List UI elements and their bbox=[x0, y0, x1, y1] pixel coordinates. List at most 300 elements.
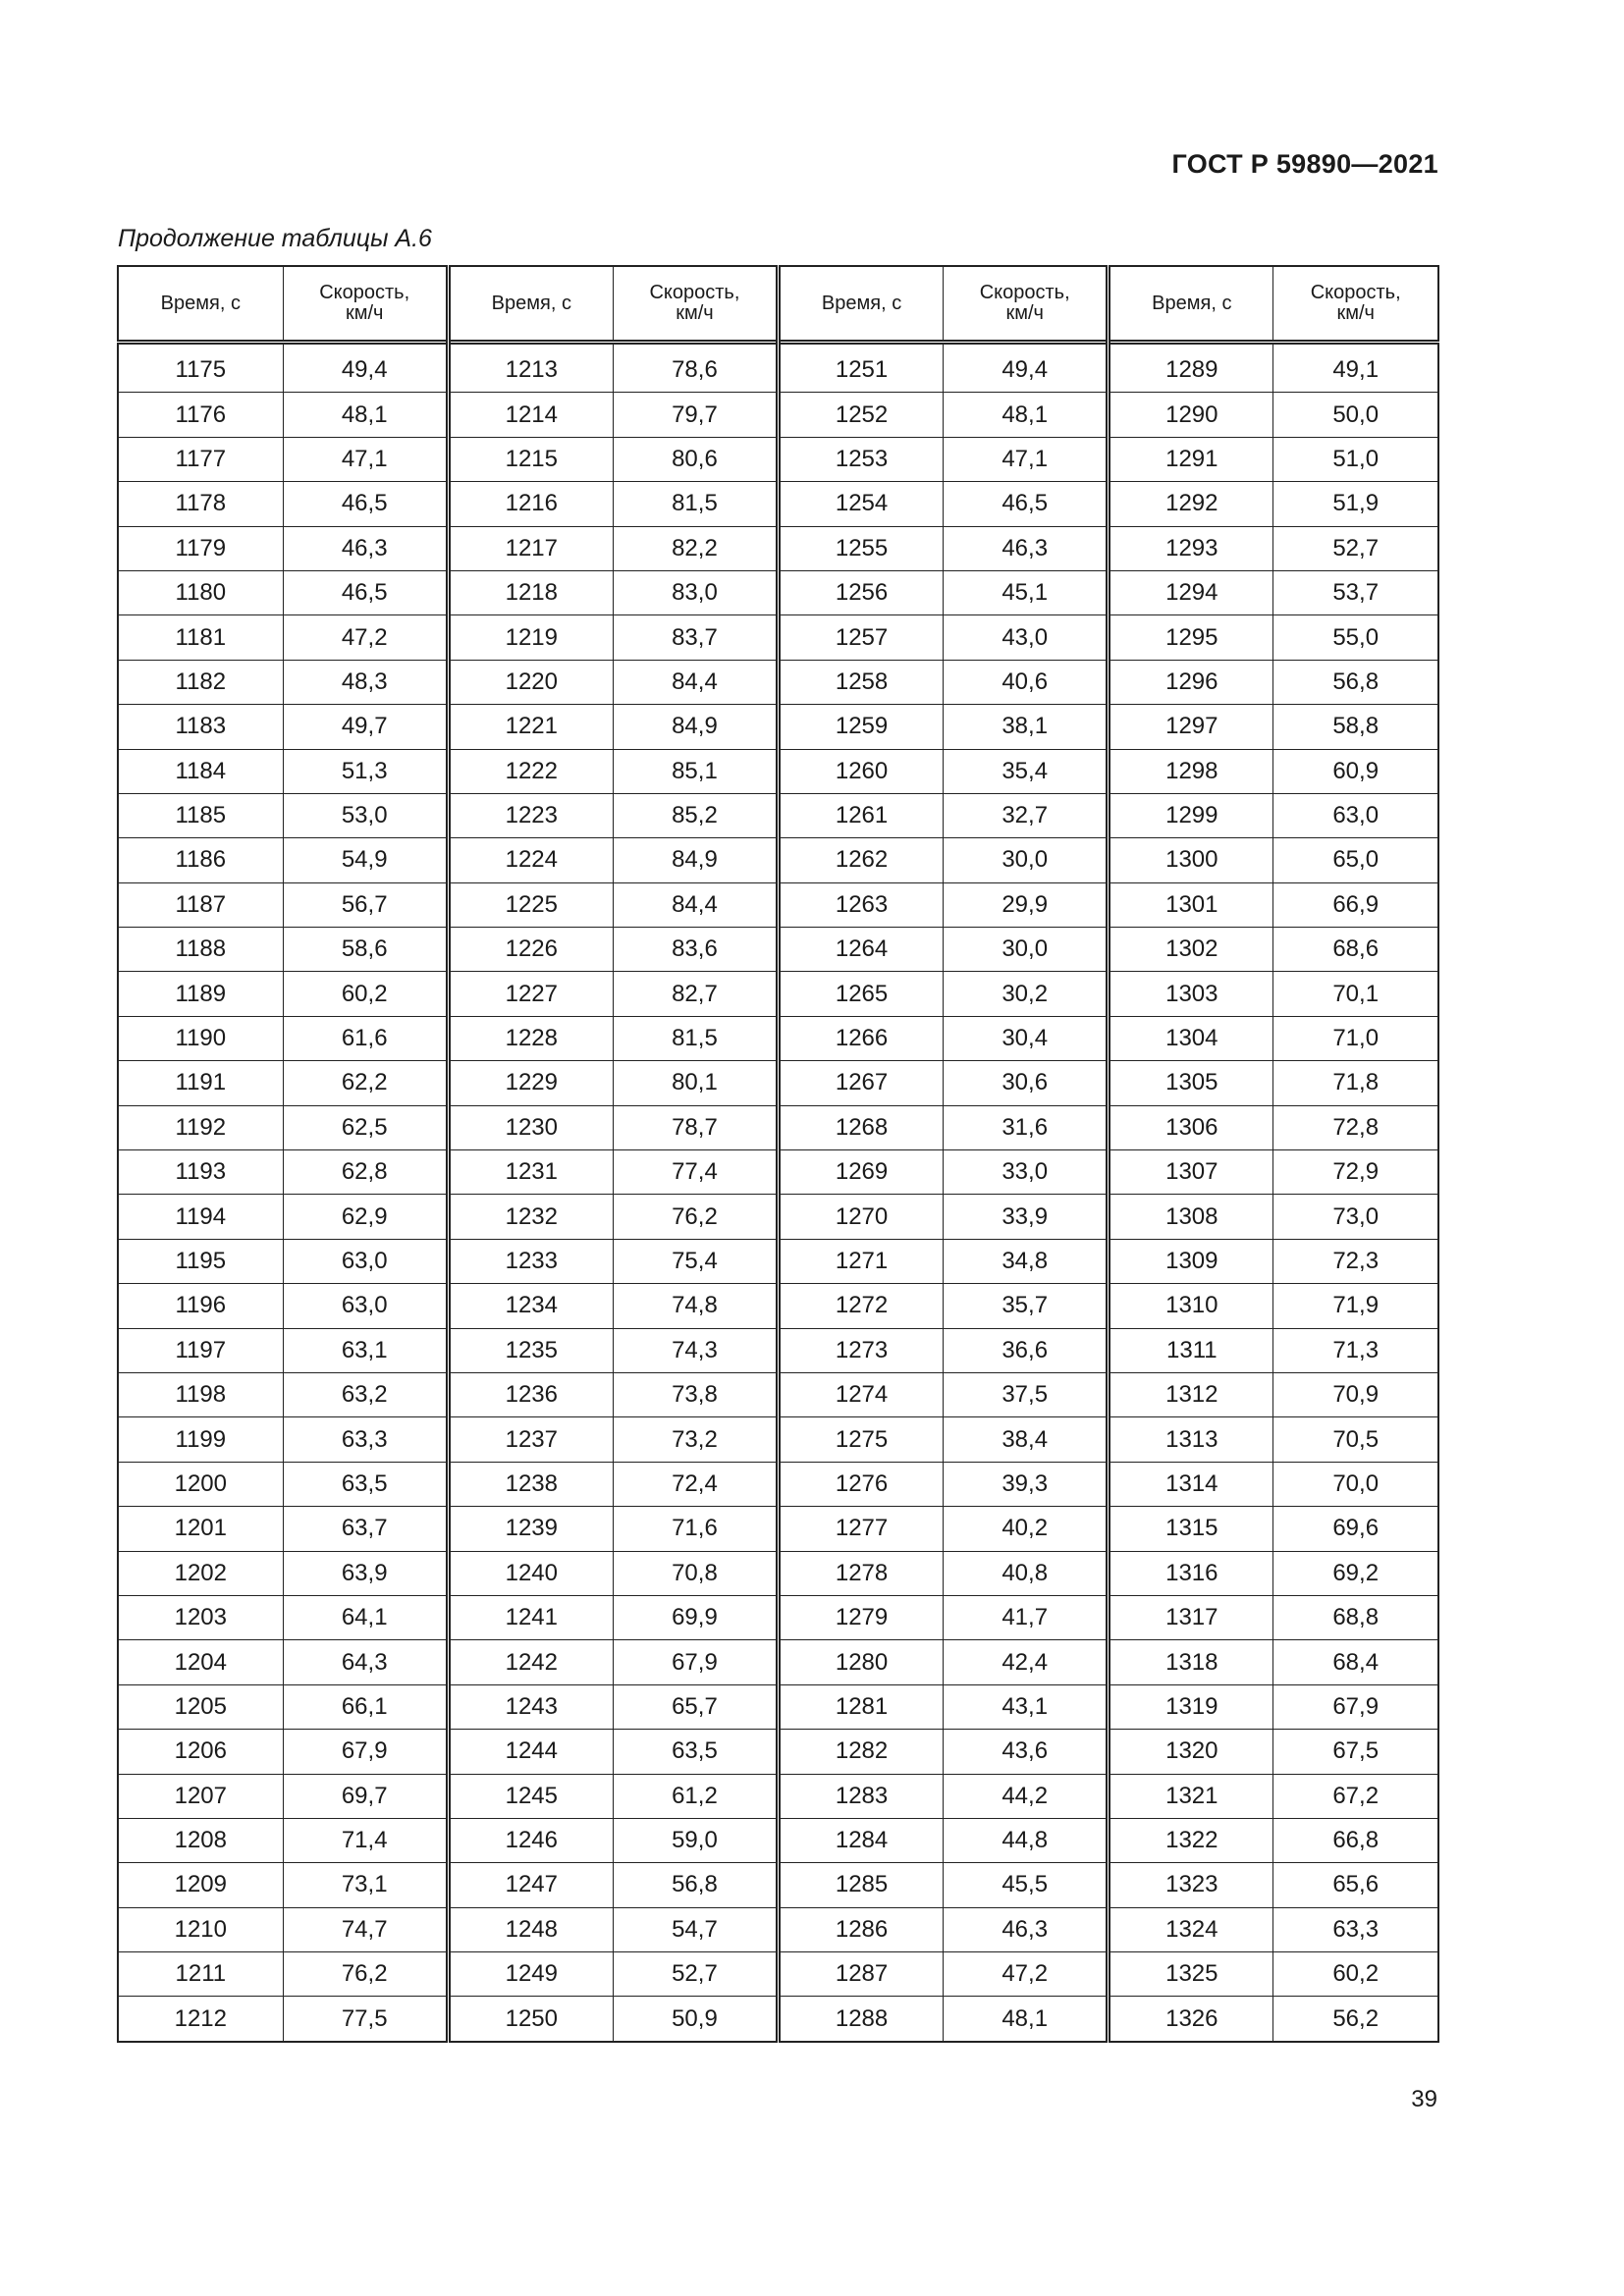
time-cell: 1216 bbox=[448, 482, 613, 526]
speed-cell: 72,4 bbox=[613, 1462, 778, 1506]
column-header-text: Скорость, км/ч bbox=[979, 282, 1070, 324]
speed-cell: 39,3 bbox=[944, 1462, 1109, 1506]
time-cell: 1237 bbox=[448, 1417, 613, 1462]
speed-cell: 75,4 bbox=[613, 1239, 778, 1283]
time-cell: 1257 bbox=[779, 615, 944, 660]
time-cell: 1325 bbox=[1109, 1952, 1273, 1997]
speed-cell: 47,2 bbox=[944, 1952, 1109, 1997]
speed-cell: 55,0 bbox=[1273, 615, 1438, 660]
time-cell: 1206 bbox=[118, 1730, 283, 1774]
speed-cell: 52,7 bbox=[1273, 526, 1438, 570]
table-row bbox=[118, 1551, 1438, 1595]
time-cell: 1203 bbox=[118, 1595, 283, 1639]
time-cell: 1223 bbox=[448, 793, 613, 837]
time-cell: 1228 bbox=[448, 1016, 613, 1060]
table-row bbox=[118, 437, 1438, 481]
time-cell: 1187 bbox=[118, 882, 283, 927]
speed-cell: 42,4 bbox=[944, 1640, 1109, 1684]
time-cell: 1268 bbox=[779, 1105, 944, 1149]
table-row bbox=[118, 705, 1438, 749]
time-cell: 1242 bbox=[448, 1640, 613, 1684]
speed-cell: 43,6 bbox=[944, 1730, 1109, 1774]
speed-cell: 63,5 bbox=[283, 1462, 448, 1506]
time-cell: 1188 bbox=[118, 928, 283, 972]
speed-cell: 68,4 bbox=[1273, 1640, 1438, 1684]
speed-cell: 62,8 bbox=[283, 1150, 448, 1195]
speed-cell: 46,5 bbox=[283, 482, 448, 526]
speed-cell: 73,1 bbox=[283, 1863, 448, 1907]
time-cell: 1287 bbox=[779, 1952, 944, 1997]
speed-cell: 77,5 bbox=[283, 1997, 448, 2042]
time-cell: 1309 bbox=[1109, 1239, 1273, 1283]
speed-cell: 63,9 bbox=[283, 1551, 448, 1595]
speed-cell: 72,9 bbox=[1273, 1150, 1438, 1195]
speed-cell: 45,1 bbox=[944, 570, 1109, 614]
time-cell: 1296 bbox=[1109, 660, 1273, 704]
table-row bbox=[118, 1640, 1438, 1684]
time-cell: 1279 bbox=[779, 1595, 944, 1639]
time-cell: 1177 bbox=[118, 437, 283, 481]
speed-cell: 63,3 bbox=[283, 1417, 448, 1462]
speed-cell: 67,9 bbox=[1273, 1684, 1438, 1729]
time-cell: 1184 bbox=[118, 749, 283, 793]
time-cell: 1226 bbox=[448, 928, 613, 972]
speed-cell: 49,7 bbox=[283, 705, 448, 749]
time-cell: 1289 bbox=[1109, 343, 1273, 393]
time-cell: 1181 bbox=[118, 615, 283, 660]
table-row bbox=[118, 660, 1438, 704]
time-cell: 1316 bbox=[1109, 1551, 1273, 1595]
speed-cell: 73,2 bbox=[613, 1417, 778, 1462]
speed-cell: 69,7 bbox=[283, 1774, 448, 1818]
time-cell: 1230 bbox=[448, 1105, 613, 1149]
speed-cell: 46,3 bbox=[944, 1907, 1109, 1951]
column-header-time: Время, с bbox=[779, 266, 944, 343]
time-cell: 1252 bbox=[779, 393, 944, 437]
table-row bbox=[118, 482, 1438, 526]
speed-cell: 53,0 bbox=[283, 793, 448, 837]
speed-cell: 63,0 bbox=[283, 1284, 448, 1328]
time-cell: 1244 bbox=[448, 1730, 613, 1774]
speed-cell: 58,8 bbox=[1273, 705, 1438, 749]
speed-cell: 46,5 bbox=[944, 482, 1109, 526]
speed-cell: 61,2 bbox=[613, 1774, 778, 1818]
speed-cell: 66,8 bbox=[1273, 1818, 1438, 1862]
speed-cell: 78,7 bbox=[613, 1105, 778, 1149]
speed-cell: 35,7 bbox=[944, 1284, 1109, 1328]
time-cell: 1271 bbox=[779, 1239, 944, 1283]
speed-cell: 62,5 bbox=[283, 1105, 448, 1149]
speed-cell: 63,0 bbox=[283, 1239, 448, 1283]
speed-cell: 67,5 bbox=[1273, 1730, 1438, 1774]
time-cell: 1231 bbox=[448, 1150, 613, 1195]
time-cell: 1240 bbox=[448, 1551, 613, 1595]
page-number: 39 bbox=[1411, 2086, 1437, 2112]
speed-cell: 64,3 bbox=[283, 1640, 448, 1684]
time-cell: 1251 bbox=[779, 343, 944, 393]
time-cell: 1292 bbox=[1109, 482, 1273, 526]
speed-cell: 54,9 bbox=[283, 838, 448, 882]
time-cell: 1306 bbox=[1109, 1105, 1273, 1149]
speed-cell: 49,1 bbox=[1273, 343, 1438, 393]
speed-cell: 56,7 bbox=[283, 882, 448, 927]
speed-cell: 71,8 bbox=[1273, 1061, 1438, 1105]
time-cell: 1233 bbox=[448, 1239, 613, 1283]
table-row bbox=[118, 343, 1438, 393]
speed-cell: 71,3 bbox=[1273, 1328, 1438, 1372]
table-row bbox=[118, 1417, 1438, 1462]
time-cell: 1241 bbox=[448, 1595, 613, 1639]
speed-cell: 70,0 bbox=[1273, 1462, 1438, 1506]
time-cell: 1234 bbox=[448, 1284, 613, 1328]
speed-cell: 69,2 bbox=[1273, 1551, 1438, 1595]
time-cell: 1323 bbox=[1109, 1863, 1273, 1907]
table-row bbox=[118, 615, 1438, 660]
time-cell: 1179 bbox=[118, 526, 283, 570]
time-cell: 1199 bbox=[118, 1417, 283, 1462]
table-row bbox=[118, 1952, 1438, 1997]
column-header-speed bbox=[283, 266, 448, 343]
speed-cell: 44,2 bbox=[944, 1774, 1109, 1818]
time-cell: 1250 bbox=[448, 1997, 613, 2042]
time-cell: 1303 bbox=[1109, 972, 1273, 1016]
time-cell: 1211 bbox=[118, 1952, 283, 1997]
time-cell: 1255 bbox=[779, 526, 944, 570]
time-cell: 1293 bbox=[1109, 526, 1273, 570]
column-header-text: Скорость, км/ч bbox=[649, 282, 740, 324]
time-cell: 1214 bbox=[448, 393, 613, 437]
speed-cell: 43,1 bbox=[944, 1684, 1109, 1729]
speed-cell: 60,2 bbox=[283, 972, 448, 1016]
time-cell: 1272 bbox=[779, 1284, 944, 1328]
speed-cell: 49,4 bbox=[283, 343, 448, 393]
table-row bbox=[118, 1684, 1438, 1729]
time-cell: 1176 bbox=[118, 393, 283, 437]
speed-cell: 51,0 bbox=[1273, 437, 1438, 481]
speed-cell: 33,9 bbox=[944, 1195, 1109, 1239]
time-cell: 1190 bbox=[118, 1016, 283, 1060]
column-header-speed bbox=[944, 266, 1109, 343]
speed-cell: 36,6 bbox=[944, 1328, 1109, 1372]
table-row bbox=[118, 526, 1438, 570]
speed-cell: 30,0 bbox=[944, 838, 1109, 882]
speed-cell: 46,5 bbox=[283, 570, 448, 614]
speed-cell: 48,1 bbox=[944, 393, 1109, 437]
time-cell: 1205 bbox=[118, 1684, 283, 1729]
time-cell: 1189 bbox=[118, 972, 283, 1016]
speed-cell: 71,4 bbox=[283, 1818, 448, 1862]
time-cell: 1239 bbox=[448, 1507, 613, 1551]
speed-cell: 84,4 bbox=[613, 660, 778, 704]
speed-cell: 50,9 bbox=[613, 1997, 778, 2042]
time-cell: 1238 bbox=[448, 1462, 613, 1506]
time-cell: 1194 bbox=[118, 1195, 283, 1239]
time-cell: 1326 bbox=[1109, 1997, 1273, 2042]
table-row bbox=[118, 838, 1438, 882]
speed-cell: 73,8 bbox=[613, 1372, 778, 1416]
time-cell: 1246 bbox=[448, 1818, 613, 1862]
speed-cell: 70,8 bbox=[613, 1551, 778, 1595]
speed-cell: 47,1 bbox=[944, 437, 1109, 481]
time-cell: 1259 bbox=[779, 705, 944, 749]
speed-cell: 38,4 bbox=[944, 1417, 1109, 1462]
column-header-time: Время, с bbox=[448, 266, 613, 343]
document-header: ГОСТ Р 59890—2021 bbox=[1171, 149, 1438, 179]
speed-cell: 71,9 bbox=[1273, 1284, 1438, 1328]
speed-cell: 51,3 bbox=[283, 749, 448, 793]
speed-cell: 31,6 bbox=[944, 1105, 1109, 1149]
time-cell: 1219 bbox=[448, 615, 613, 660]
speed-cell: 43,0 bbox=[944, 615, 1109, 660]
speed-cell: 76,2 bbox=[283, 1952, 448, 1997]
time-cell: 1254 bbox=[779, 482, 944, 526]
column-header-time: Время, с bbox=[1109, 266, 1273, 343]
speed-cell: 59,0 bbox=[613, 1818, 778, 1862]
speed-cell: 47,1 bbox=[283, 437, 448, 481]
time-cell: 1274 bbox=[779, 1372, 944, 1416]
speed-cell: 69,9 bbox=[613, 1595, 778, 1639]
time-cell: 1297 bbox=[1109, 705, 1273, 749]
speed-cell: 67,9 bbox=[283, 1730, 448, 1774]
speed-cell: 85,1 bbox=[613, 749, 778, 793]
speed-cell: 32,7 bbox=[944, 793, 1109, 837]
time-cell: 1253 bbox=[779, 437, 944, 481]
table-header-row bbox=[118, 266, 1438, 343]
time-cell: 1192 bbox=[118, 1105, 283, 1149]
time-cell: 1267 bbox=[779, 1061, 944, 1105]
table-row bbox=[118, 749, 1438, 793]
speed-cell: 58,6 bbox=[283, 928, 448, 972]
time-cell: 1320 bbox=[1109, 1730, 1273, 1774]
time-cell: 1273 bbox=[779, 1328, 944, 1372]
speed-cell: 48,1 bbox=[944, 1997, 1109, 2042]
speed-cell: 44,8 bbox=[944, 1818, 1109, 1862]
speed-cell: 65,0 bbox=[1273, 838, 1438, 882]
table-row bbox=[118, 1061, 1438, 1105]
time-cell: 1290 bbox=[1109, 393, 1273, 437]
time-cell: 1261 bbox=[779, 793, 944, 837]
time-cell: 1280 bbox=[779, 1640, 944, 1684]
time-cell: 1284 bbox=[779, 1818, 944, 1862]
speed-cell: 67,2 bbox=[1273, 1774, 1438, 1818]
speed-cell: 52,7 bbox=[613, 1952, 778, 1997]
time-cell: 1182 bbox=[118, 660, 283, 704]
time-cell: 1282 bbox=[779, 1730, 944, 1774]
speed-cell: 72,3 bbox=[1273, 1239, 1438, 1283]
time-cell: 1262 bbox=[779, 838, 944, 882]
time-cell: 1304 bbox=[1109, 1016, 1273, 1060]
speed-cell: 82,7 bbox=[613, 972, 778, 1016]
time-cell: 1305 bbox=[1109, 1061, 1273, 1105]
speed-cell: 48,3 bbox=[283, 660, 448, 704]
speed-cell: 51,9 bbox=[1273, 482, 1438, 526]
time-cell: 1317 bbox=[1109, 1595, 1273, 1639]
speed-cell: 67,9 bbox=[613, 1640, 778, 1684]
speed-cell: 34,8 bbox=[944, 1239, 1109, 1283]
time-cell: 1313 bbox=[1109, 1417, 1273, 1462]
table-caption: Продолжение таблицы А.6 bbox=[118, 225, 432, 252]
speed-cell: 74,3 bbox=[613, 1328, 778, 1372]
column-header-speed bbox=[1273, 266, 1438, 343]
speed-cell: 30,2 bbox=[944, 972, 1109, 1016]
speed-cell: 69,6 bbox=[1273, 1507, 1438, 1551]
time-cell: 1301 bbox=[1109, 882, 1273, 927]
speed-cell: 84,9 bbox=[613, 705, 778, 749]
time-cell: 1204 bbox=[118, 1640, 283, 1684]
time-cell: 1175 bbox=[118, 343, 283, 393]
column-header-text: Скорость, км/ч bbox=[319, 282, 410, 324]
speed-cell: 37,5 bbox=[944, 1372, 1109, 1416]
speed-cell: 66,9 bbox=[1273, 882, 1438, 927]
time-cell: 1307 bbox=[1109, 1150, 1273, 1195]
time-cell: 1180 bbox=[118, 570, 283, 614]
time-cell: 1288 bbox=[779, 1997, 944, 2042]
speed-cell: 56,8 bbox=[1273, 660, 1438, 704]
time-cell: 1178 bbox=[118, 482, 283, 526]
time-cell: 1286 bbox=[779, 1907, 944, 1951]
time-cell: 1218 bbox=[448, 570, 613, 614]
table-row bbox=[118, 793, 1438, 837]
speed-cell: 40,2 bbox=[944, 1507, 1109, 1551]
speed-cell: 79,7 bbox=[613, 393, 778, 437]
speed-table bbox=[117, 265, 1439, 2043]
time-cell: 1260 bbox=[779, 749, 944, 793]
speed-cell: 83,7 bbox=[613, 615, 778, 660]
table-body bbox=[118, 343, 1438, 2042]
speed-cell: 60,9 bbox=[1273, 749, 1438, 793]
speed-cell: 63,2 bbox=[283, 1372, 448, 1416]
time-cell: 1310 bbox=[1109, 1284, 1273, 1328]
time-cell: 1276 bbox=[779, 1462, 944, 1506]
speed-cell: 46,3 bbox=[283, 526, 448, 570]
table-row bbox=[118, 1016, 1438, 1060]
speed-cell: 83,6 bbox=[613, 928, 778, 972]
speed-cell: 62,2 bbox=[283, 1061, 448, 1105]
time-cell: 1217 bbox=[448, 526, 613, 570]
table-row bbox=[118, 1105, 1438, 1149]
time-cell: 1209 bbox=[118, 1863, 283, 1907]
speed-cell: 47,2 bbox=[283, 615, 448, 660]
speed-cell: 80,6 bbox=[613, 437, 778, 481]
speed-cell: 35,4 bbox=[944, 749, 1109, 793]
time-cell: 1269 bbox=[779, 1150, 944, 1195]
table-row bbox=[118, 1507, 1438, 1551]
time-cell: 1198 bbox=[118, 1372, 283, 1416]
speed-cell: 68,8 bbox=[1273, 1595, 1438, 1639]
time-cell: 1212 bbox=[118, 1997, 283, 2042]
time-cell: 1291 bbox=[1109, 437, 1273, 481]
column-header-speed bbox=[613, 266, 778, 343]
speed-cell: 62,9 bbox=[283, 1195, 448, 1239]
time-cell: 1319 bbox=[1109, 1684, 1273, 1729]
time-cell: 1312 bbox=[1109, 1372, 1273, 1416]
speed-cell: 53,7 bbox=[1273, 570, 1438, 614]
time-cell: 1222 bbox=[448, 749, 613, 793]
speed-cell: 63,1 bbox=[283, 1328, 448, 1372]
time-cell: 1270 bbox=[779, 1195, 944, 1239]
speed-cell: 40,8 bbox=[944, 1551, 1109, 1595]
time-cell: 1213 bbox=[448, 343, 613, 393]
speed-cell: 33,0 bbox=[944, 1150, 1109, 1195]
column-header-text: Скорость, км/ч bbox=[1310, 282, 1401, 324]
speed-cell: 84,9 bbox=[613, 838, 778, 882]
speed-cell: 84,4 bbox=[613, 882, 778, 927]
time-cell: 1322 bbox=[1109, 1818, 1273, 1862]
time-cell: 1283 bbox=[779, 1774, 944, 1818]
table-row bbox=[118, 1195, 1438, 1239]
time-cell: 1295 bbox=[1109, 615, 1273, 660]
speed-cell: 30,6 bbox=[944, 1061, 1109, 1105]
time-cell: 1299 bbox=[1109, 793, 1273, 837]
table-row bbox=[118, 1239, 1438, 1283]
time-cell: 1227 bbox=[448, 972, 613, 1016]
time-cell: 1247 bbox=[448, 1863, 613, 1907]
speed-cell: 56,2 bbox=[1273, 1997, 1438, 2042]
time-cell: 1266 bbox=[779, 1016, 944, 1060]
time-cell: 1208 bbox=[118, 1818, 283, 1862]
time-cell: 1258 bbox=[779, 660, 944, 704]
speed-cell: 30,0 bbox=[944, 928, 1109, 972]
speed-cell: 63,7 bbox=[283, 1507, 448, 1551]
table-row bbox=[118, 1818, 1438, 1862]
time-cell: 1225 bbox=[448, 882, 613, 927]
time-cell: 1263 bbox=[779, 882, 944, 927]
time-cell: 1314 bbox=[1109, 1462, 1273, 1506]
time-cell: 1215 bbox=[448, 437, 613, 481]
table-row bbox=[118, 1284, 1438, 1328]
table-row bbox=[118, 1372, 1438, 1416]
time-cell: 1186 bbox=[118, 838, 283, 882]
table-row bbox=[118, 1730, 1438, 1774]
speed-cell: 77,4 bbox=[613, 1150, 778, 1195]
time-cell: 1220 bbox=[448, 660, 613, 704]
time-cell: 1249 bbox=[448, 1952, 613, 1997]
time-cell: 1302 bbox=[1109, 928, 1273, 972]
time-cell: 1229 bbox=[448, 1061, 613, 1105]
speed-cell: 85,2 bbox=[613, 793, 778, 837]
speed-cell: 64,1 bbox=[283, 1595, 448, 1639]
speed-cell: 60,2 bbox=[1273, 1952, 1438, 1997]
speed-cell: 78,6 bbox=[613, 343, 778, 393]
time-cell: 1285 bbox=[779, 1863, 944, 1907]
time-cell: 1191 bbox=[118, 1061, 283, 1105]
speed-cell: 50,0 bbox=[1273, 393, 1438, 437]
time-cell: 1202 bbox=[118, 1551, 283, 1595]
time-cell: 1318 bbox=[1109, 1640, 1273, 1684]
speed-cell: 61,6 bbox=[283, 1016, 448, 1060]
speed-cell: 45,5 bbox=[944, 1863, 1109, 1907]
speed-cell: 74,7 bbox=[283, 1907, 448, 1951]
time-cell: 1210 bbox=[118, 1907, 283, 1951]
time-cell: 1201 bbox=[118, 1507, 283, 1551]
speed-cell: 54,7 bbox=[613, 1907, 778, 1951]
time-cell: 1221 bbox=[448, 705, 613, 749]
time-cell: 1245 bbox=[448, 1774, 613, 1818]
time-cell: 1256 bbox=[779, 570, 944, 614]
table-row bbox=[118, 1863, 1438, 1907]
time-cell: 1308 bbox=[1109, 1195, 1273, 1239]
time-cell: 1207 bbox=[118, 1774, 283, 1818]
speed-cell: 38,1 bbox=[944, 705, 1109, 749]
speed-cell: 29,9 bbox=[944, 882, 1109, 927]
speed-cell: 81,5 bbox=[613, 1016, 778, 1060]
table-row bbox=[118, 928, 1438, 972]
table-row bbox=[118, 1997, 1438, 2042]
time-cell: 1200 bbox=[118, 1462, 283, 1506]
time-cell: 1183 bbox=[118, 705, 283, 749]
table-row bbox=[118, 1907, 1438, 1951]
time-cell: 1195 bbox=[118, 1239, 283, 1283]
